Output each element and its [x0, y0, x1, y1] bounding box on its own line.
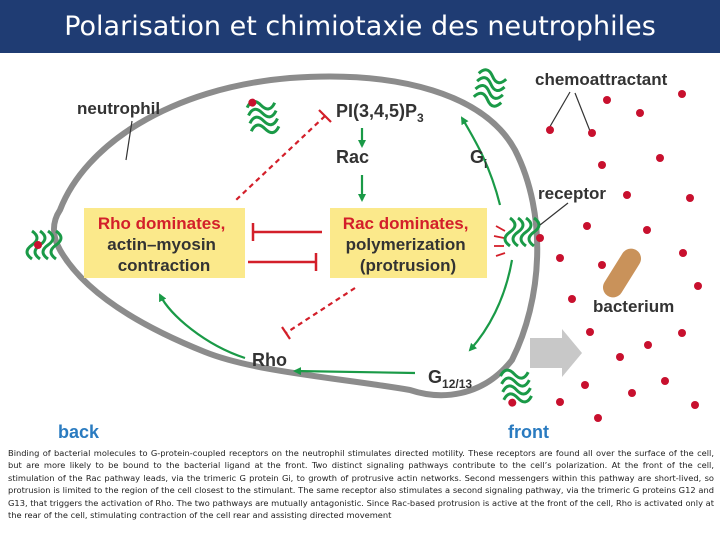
rho-label: Rho	[252, 350, 287, 370]
chemoattractant-label: chemoattractant	[535, 70, 668, 89]
neutrophil-label: neutrophil	[77, 99, 161, 118]
gi-label: $G_i$	[470, 147, 488, 171]
front-label: front	[508, 422, 549, 442]
bacterium-icon	[599, 245, 645, 301]
figure-caption: Binding of bacterial molecules to G-protein-coupled receptors on the neutrophil stimulates directed motility. These receptors are found all over the surface of the cell, but are more likely to be bound to the bacterial ligand at the front. Two distinct signaling pathways contribute to the cell’s polarization. At the front of the cell, stimulation of the Rac pathway leads, via the trimeric G protein Gi, to growth of protrusive actin networks. Second messengers within this pathway are short-lived, so protrusion is limited to the region of the cell closest to the stimulant. The same receptor also stimulates a second signaling pathway, via the trimeric G proteins G12 and G13, that triggers the activation of Rho. The two pathways are mutually antagonistic. Since Rac-based protrusion is active at the front of the cell, Rho is activated only at the rear of the cell, stimulating contraction of the cell rear and assisting directed movement	[8, 448, 714, 521]
rac-box-text: Rac dominates, polymerization (protrusion)	[342, 214, 469, 275]
receptor-icon	[500, 367, 533, 408]
back-label: back	[58, 422, 100, 442]
slide-title: Polarisation et chimiotaxie des neutrophiles	[64, 11, 656, 42]
pip3-label: $PI(3,4,5)P_3$	[336, 101, 424, 125]
chemoattractant-pointers	[540, 92, 590, 225]
receptor-label: receptor	[538, 184, 607, 203]
bacterium-label: bacterium	[593, 297, 675, 316]
title-bar	[0, 0, 720, 53]
neutrophil-diagram	[0, 53, 720, 453]
receptor-icon	[473, 68, 507, 107]
g1213-label: $G_{12/13}$	[428, 367, 473, 391]
direction-arrow-icon	[530, 329, 582, 377]
rho-box-text: Rho dominates, actin–myosin contraction	[97, 214, 226, 275]
rac-label: Rac	[336, 147, 370, 167]
